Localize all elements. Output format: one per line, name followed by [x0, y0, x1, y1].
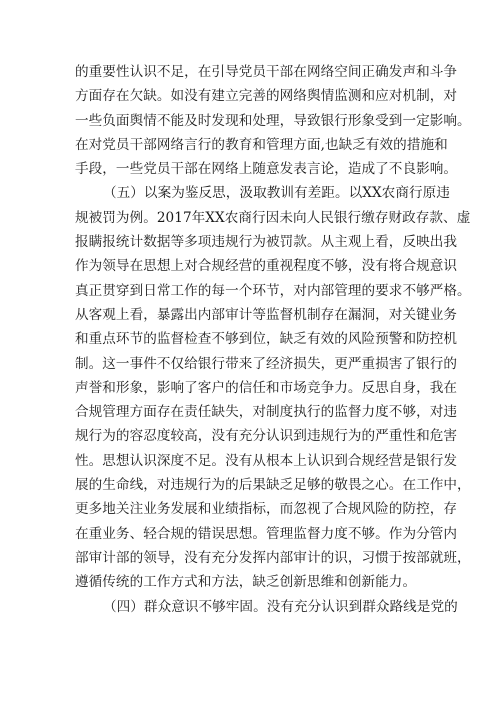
text-line: 遵循传统的工作方式和方法，缺乏创新思维和创新能力。 [75, 574, 417, 591]
text-line: 部审计部的领导，没有充分发挥内部审计的识，习惯于按部就班， [75, 549, 471, 566]
text-line: 的重要性认识不足，在引导党员干部在网络空间正确发声和斗争 [75, 64, 458, 80]
document-body-text [75, 60, 471, 619]
text-line: 性。思想认识深度不足。没有从根本上认识到合规经营是银行发 [75, 452, 458, 469]
text-line: 在对党员干部网络言行的教育和管理方面,也缺乏有效的措施和 [75, 136, 448, 153]
text-line: 方面存在欠缺。如没有建立完善的网络舆情监测和应对机制，对 [75, 88, 458, 105]
text-line: （五）以案为鉴反思，汲取教训有差距。以XX农商行原违 [103, 185, 450, 202]
text-line: 规行为的容忍度较高，没有充分认识到违规行为的严重性和危害 [75, 428, 458, 445]
text-line: 报瞒报统计数据等多项违规行为被罚款。从主观上看，反映出我 [75, 234, 458, 251]
text-line: 在重业务、轻合规的错误思想。管理监督力度不够。作为分管内 [75, 525, 458, 542]
text-line: 规被罚为例。2017年XX农商行因未向人民银行缴存财政存款、虚 [75, 209, 471, 226]
text-line: 合规管理方面存在责任缺失，对制度执行的监督力度不够，对违 [75, 404, 458, 421]
text-line: 更多地关注业务发展和业绩指标，而忽视了合规风险的防控，存 [75, 501, 458, 518]
text-line: 一些负面舆情不能及时发现和处理，导致银行形象受到一定影响。 [75, 112, 471, 129]
text-line: 手段，一些党员干部在网络上随意发表言论，造成了不良影响。 [75, 161, 458, 178]
text-line: （四）群众意识不够牢固。没有充分认识到群众路线是党的 [103, 598, 458, 615]
text-line: 从客观上看，暴露出内部审计等监督机制存在漏洞，对关键业务 [75, 306, 458, 323]
text-line: 真正贯穿到日常工作的每一个环节，对内部管理的要求不够严格。 [75, 282, 471, 299]
text-line: 展的生命线，对违规行为的后果缺乏足够的敬畏之心。在工作中， [75, 477, 471, 494]
text-line: 声誉和形象，影响了客户的信任和市场竞争力。反思自身，我在 [75, 379, 458, 396]
text-line: 作为领导在思想上对合规经营的重视程度不够，没有将合规意识 [75, 258, 458, 275]
text-line: 制。这一事件不仅给银行带来了经济损失，更严重损害了银行的 [75, 355, 458, 372]
text-line: 和重点环节的监督检查不够到位，缺乏有效的风险预警和防控机 [75, 331, 458, 348]
